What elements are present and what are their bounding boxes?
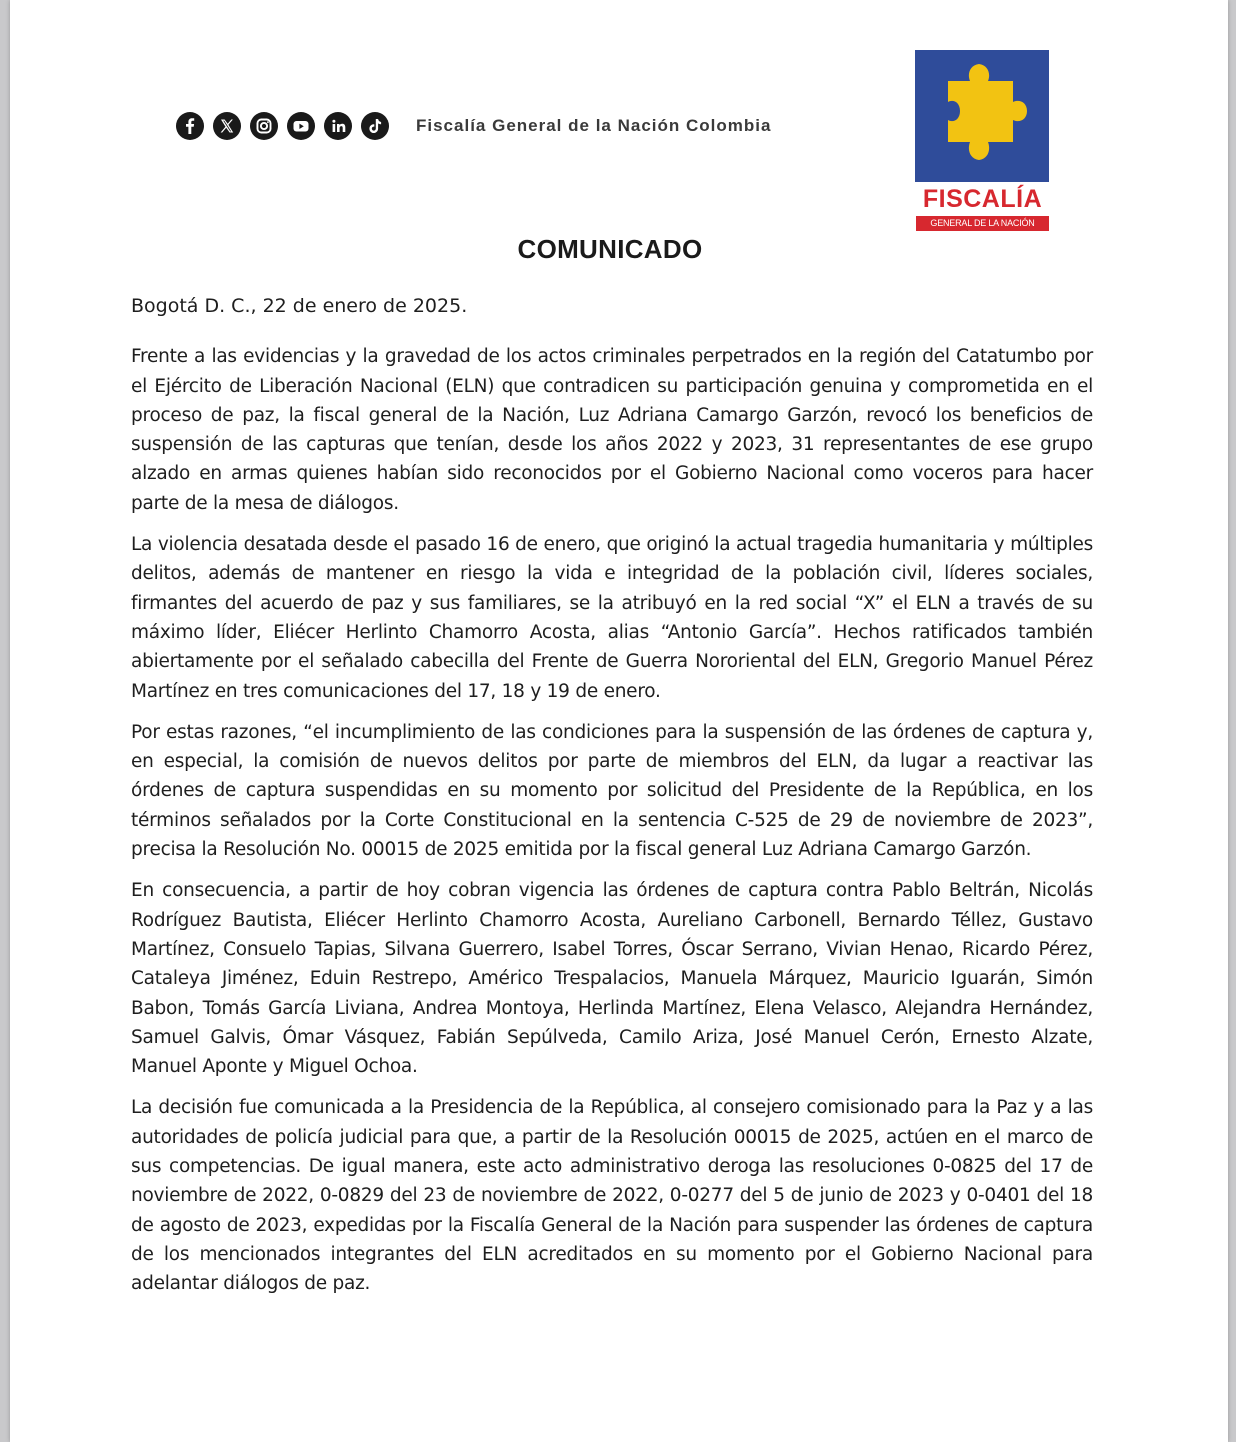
linkedin-icon[interactable] xyxy=(324,112,352,140)
document-title: COMUNICADO xyxy=(517,234,703,264)
logo-name: FISCALÍA xyxy=(922,185,1043,213)
social-media-bar xyxy=(176,112,771,140)
youtube-icon[interactable] xyxy=(287,112,315,140)
facebook-icon[interactable] xyxy=(176,112,204,140)
paragraph: La violencia desatada desde el pasado 16 de enero, que originó la actual tragedia humanitaria y múltiples delitos, además de mantener en riesgo la vida e integridad de la población civil, líderes sociales, firmantes del acuerdo de paz y sus familiares, se la atribuyó en la red social “X” el ELN a través de su máximo líder, Eliécer Herlinto Chamorro Acosta, alias “Antonio García”. Hechos ratificados también abiertamente por el señalado cabecilla del Frente de Guerra Nororiental del ELN, Gregorio Manuel Pérez Martínez en tres comunicaciones del 17, 18 y 19 de enero. xyxy=(131,534,1093,702)
puzzle-piece-icon xyxy=(915,50,1049,182)
paragraph: Por estas razones, “el incumplimiento de las condiciones para la suspensión de las órdenes de captura y, en especial, la comisión de nuevos delitos por parte de miembros del ELN, da lugar a reactivar las órdenes de captura suspendidas en su momento por solicitud del Presidente de la República, en los términos señalados por la Corte Constitucional en la sentencia C-525 de 29 de noviembre de 2023”, precisa la Resolución No. 00015 de 2025 emitida por la fiscal general Luz Adriana Camargo Garzón. xyxy=(131,721,1093,861)
paragraph: En consecuencia, a partir de hoy cobran vigencia las órdenes de captura contra Pablo Beltrán, Nicolás Rodríguez Bautista, Eliécer Herlinto Chamorro Acosta, Aureliano Carbonell, Bernardo Téllez, Gustavo Martínez, Consuelo Tapias, Silvana Guerrero, Isabel Torres, Óscar Serrano, Vivian Henao, Ricardo Pérez, Cataleya Jiménez, Eduin Restrepo, Américo Trespalacios, Manuela Márquez, Mauricio Iguarán, Simón Babon, Tomás García Liviana, Andrea Montoya, Herlinda Martínez, Elena Velasco, Alejandra Hernández, Samuel Galvis, Ómar Vásquez, Fabián Sepúlveda, Camilo Ariza, José Manuel Cerón, Ernesto Alzate, Manuel Aponte y Miguel Ochoa. xyxy=(131,880,1093,1078)
instagram-icon[interactable] xyxy=(250,112,278,140)
fiscalia-logo xyxy=(915,50,1050,232)
paragraph: La decisión fue comunicada a la Presidencia de la República, al consejero comisionado para la Paz y a las autoridades de policía judicial para que, a partir de la Resolución 00015 de 2025, actúen en el marco de sus competencias. De igual manera, este acto administrativo deroga las resoluciones 0-0825 del 17 de noviembre de 2022, 0-0829 del 23 de noviembre de 2022, 0-0277 del 5 de junio de 2023 y 0-0401 del 18 de agosto de 2023, expedidas por la Fiscalía General de la Nación para suspender las órdenes de captura de los mencionados integrantes del ELN acreditados en su momento por el Gobierno Nacional para adelantar diálogos de paz. xyxy=(131,1097,1093,1295)
document-page xyxy=(10,0,1228,1442)
paragraph: Frente a las evidencias y la gravedad de los actos criminales perpetrados en la región del Catatumbo por el Ejército de Liberación Nacional (ELN) que contradicen su participación genuina y comprometida en el proceso de paz, la fiscal general de la Nación, Luz Adriana Camargo Garzón, revocó los beneficios de suspensión de las capturas que tenían, desde los años 2022 y 2023, 31 representantes de ese grupo alzado en armas quienes habían sido reconocidos por el Gobierno Nacional como voceros para hacer parte de la mesa de diálogos. xyxy=(131,346,1093,514)
logo-subtitle: GENERAL DE LA NACIÓN xyxy=(916,216,1049,231)
tiktok-icon[interactable] xyxy=(361,112,389,140)
organization-name: Fiscalía General de la Nación Colombia xyxy=(416,116,772,135)
document-body xyxy=(131,292,1093,1311)
logo-emblem xyxy=(915,50,1049,182)
date-line: Bogotá D. C., 22 de enero de 2025. xyxy=(131,295,468,317)
x-icon[interactable] xyxy=(213,112,241,140)
